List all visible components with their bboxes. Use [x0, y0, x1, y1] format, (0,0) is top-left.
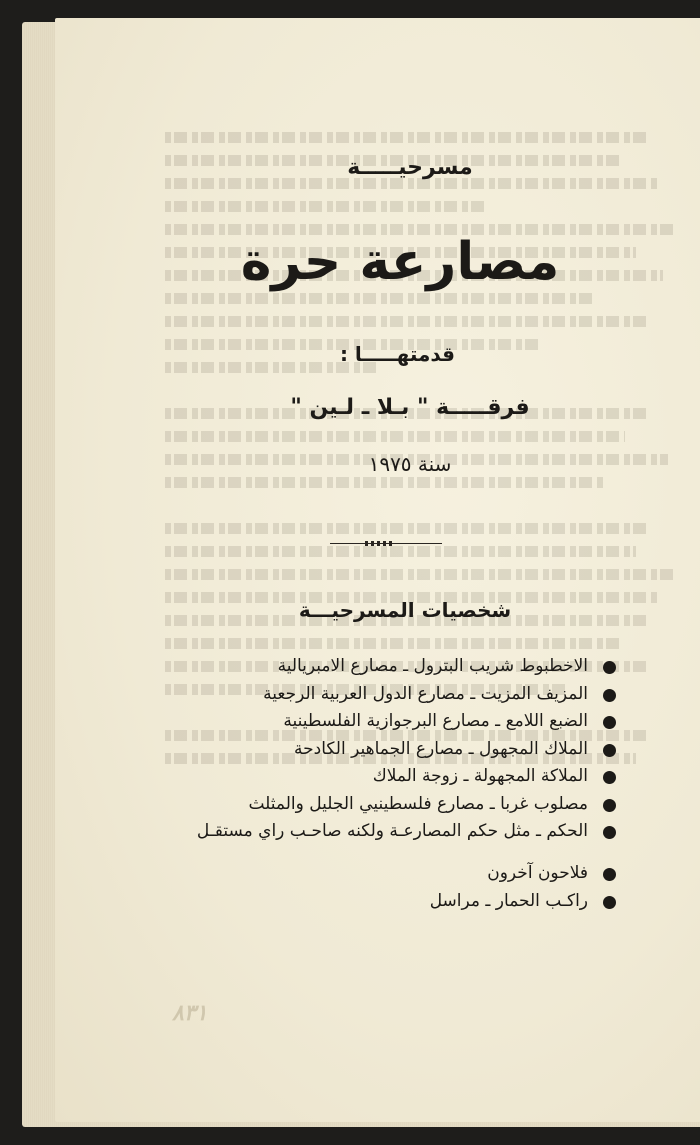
character-entry: راكـب الحمار ـ مراسل [429, 890, 588, 911]
character-entry: الحكم ـ مثل حكم المصارعـة ولكنه صاحـب راي مستقـل [196, 821, 588, 841]
character-entry: الضبع اللامع ـ مصارع البرجوازية الفلسطينية [283, 711, 588, 731]
bullet-icon [603, 896, 616, 909]
play-genre-label: مسرحيـــــة [347, 155, 473, 180]
list-item [148, 818, 618, 844]
character-entry: مصلوب غربا ـ مصارع فلسطينيي الجليل والمثلث [248, 793, 588, 814]
bullet-icon [603, 826, 616, 839]
bullet-icon [603, 661, 616, 674]
list-item [148, 736, 618, 764]
list-item [148, 791, 618, 819]
list-item [148, 888, 618, 916]
bullet-icon [603, 716, 616, 729]
bullet-icon [603, 771, 616, 784]
bullet-icon [603, 689, 616, 702]
list-item [148, 653, 618, 681]
character-entry: المزيف المزيت ـ مصارع الدول العربية الرجعية [263, 683, 588, 704]
book-page [55, 18, 700, 1122]
list-item [148, 763, 618, 791]
ornamental-divider [330, 540, 442, 548]
bullet-icon [603, 799, 616, 812]
bullet-icon [603, 744, 616, 757]
page-number: ٨٣١ [172, 1000, 208, 1026]
character-entry: الملاكة المجهولة ـ زوجة الملاك [372, 766, 588, 786]
character-entry: الملاك المجهول ـ مصارع الجماهير الكادحة [294, 738, 588, 759]
presented-by-label: قدمتهـــــا : [339, 342, 456, 366]
characters-heading: شخصيات المسرحيـــة [298, 598, 512, 622]
bullet-icon [603, 868, 616, 881]
characters-list [148, 653, 618, 915]
list-item [148, 860, 618, 888]
list-item [148, 708, 618, 736]
character-entry: فلاحون آخرون [487, 863, 588, 883]
character-entry: الاخطبوط شريب البترول ـ مصارع الامبريالية [277, 656, 588, 676]
year-label: سنة ١٩٧٥ [368, 452, 452, 476]
troupe-name: فرقـــــة " بـلا ـ لـين " [290, 395, 530, 420]
play-title: مصارعة حرة [240, 232, 560, 292]
list-item [148, 681, 618, 709]
